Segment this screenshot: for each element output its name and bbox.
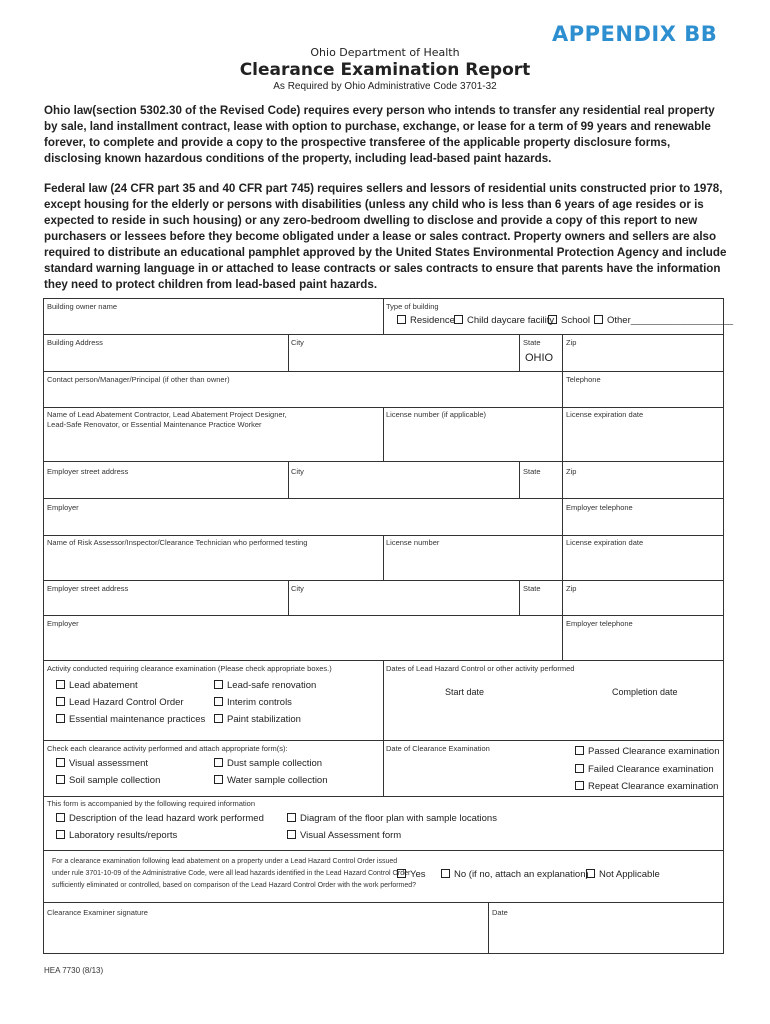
building-type-other[interactable]: Other_______________________: [594, 315, 733, 326]
telephone-label: Telephone: [566, 375, 601, 384]
checkbox-icon[interactable]: [397, 869, 406, 878]
check-each-label: Check each clearance activity performed and attach appropriate form(s):: [47, 744, 288, 753]
col-divider: [562, 334, 563, 371]
clearance-soil-sample[interactable]: Soil sample collection: [56, 775, 160, 786]
result-passed[interactable]: Passed Clearance examination: [575, 746, 720, 757]
date-of-clearance-label: Date of Clearance Examination: [386, 744, 490, 753]
checkbox-icon[interactable]: [214, 775, 223, 784]
activity-essential-maintenance[interactable]: Essential maintenance practices: [56, 714, 205, 725]
col-divider: [383, 298, 384, 334]
checkbox-icon[interactable]: [594, 315, 603, 324]
activity-lead-safe-renovation[interactable]: Lead-safe renovation: [214, 680, 316, 691]
employer-label: Employer: [47, 619, 79, 628]
activity-interim-controls[interactable]: Interim controls: [214, 697, 292, 708]
assessor-name-label: Name of Risk Assessor/Inspector/Clearance Technician who performed testing: [47, 538, 308, 547]
accompanied-visual-assessment-form[interactable]: Visual Assessment form: [287, 830, 401, 841]
city-label: City: [291, 338, 304, 347]
checkbox-icon[interactable]: [287, 813, 296, 822]
employer-street-address-label: Employer street address: [47, 584, 129, 593]
col-divider: [519, 580, 520, 615]
col-divider: [519, 334, 520, 371]
checkbox-icon[interactable]: [214, 680, 223, 689]
checkbox-icon[interactable]: [214, 714, 223, 723]
checkbox-icon[interactable]: [214, 758, 223, 767]
col-divider: [562, 615, 563, 660]
federal-law-paragraph: Federal law (24 CFR part 35 and 40 CFR part 745) requires sellers and lessors of residential units constructed prior to 1978, except housing for the elderly or persons with disabilities (unless any child who is less than 6 years of age resides or is expected to reside in such housing) or any zero-bedroom dwelling to disclose and provide a copy of this report to new purchasers or lessees before they become obligated under a lease or sales contract. Property owners and sellers are also required to distribute an educational pamphlet approved by the United States Environmental Protection Agency and include standard warning language in or attached to lease contracts or sales contracts to ensure that parents have the information they need to protect children from lead-based paint hazards.: [44, 182, 727, 291]
col-divider: [562, 535, 563, 580]
type-of-building-label: Type of building: [386, 302, 439, 311]
activity-lead-hazard-control-order[interactable]: Lead Hazard Control Order: [56, 697, 184, 708]
dates-label: Dates of Lead Hazard Control or other activity performed: [386, 664, 575, 673]
state-label: State: [523, 584, 541, 593]
contractor-name-label-line2: Lead-Safe Renovator, or Essential Maintenance Practice Worker: [47, 420, 262, 429]
license-expiration-label: License expiration date: [566, 410, 644, 419]
row-divider: [43, 850, 724, 851]
building-address-label: Building Address: [47, 338, 103, 347]
employer-street-address-label: Employer street address: [47, 467, 129, 476]
contractor-name-label-line1: Name of Lead Abatement Contractor, Lead Abatement Project Designer,: [47, 410, 287, 419]
row-divider: [43, 796, 724, 797]
checkbox-icon[interactable]: [56, 830, 65, 839]
row-divider: [43, 371, 724, 372]
col-divider: [383, 660, 384, 796]
activity-label: Activity conducted requiring clearance examination (Please check appropriate boxes.): [47, 664, 332, 673]
examiner-signature-label: Clearance Examiner signature: [47, 908, 148, 917]
checkbox-icon[interactable]: [56, 714, 65, 723]
checkbox-icon[interactable]: [56, 758, 65, 767]
col-divider: [519, 461, 520, 498]
col-divider: [562, 498, 563, 535]
start-date-label: Start date: [445, 687, 485, 697]
accompanied-diagram[interactable]: Diagram of the floor plan with sample locations: [287, 813, 497, 824]
col-divider: [562, 461, 563, 498]
contact-person-label: Contact person/Manager/Principal (if other than owner): [47, 375, 230, 384]
other-blank-line[interactable]: _______________________: [630, 316, 734, 325]
col-divider: [383, 535, 384, 580]
row-divider: [43, 902, 724, 903]
row-divider: [43, 580, 724, 581]
form-number: HEA 7730 (8/13): [44, 966, 104, 975]
zip-label: Zip: [566, 467, 577, 476]
city-label: City: [291, 467, 304, 476]
checkbox-icon[interactable]: [56, 813, 65, 822]
checkbox-icon[interactable]: [548, 315, 557, 324]
accompanied-lab-results[interactable]: Laboratory results/reports: [56, 830, 177, 841]
checkbox-icon[interactable]: [56, 697, 65, 706]
checkbox-icon[interactable]: [397, 315, 406, 324]
checkbox-icon[interactable]: [575, 781, 584, 790]
employer-telephone-label: Employer telephone: [566, 503, 633, 512]
checkbox-icon[interactable]: [575, 764, 584, 773]
employer-telephone-label: Employer telephone: [566, 619, 633, 628]
date-label: Date: [492, 908, 508, 917]
checkbox-icon[interactable]: [214, 697, 223, 706]
license-expiration-label: License expiration date: [566, 538, 644, 547]
order-question-line2: under rule 3701-10-09 of the Administrative Code, were all lead hazards identified in the Lead Hazard Control Order: [52, 870, 411, 877]
checkbox-icon[interactable]: [441, 869, 450, 878]
accompanied-description[interactable]: Description of the lead hazard work performed: [56, 813, 264, 824]
completion-date-label: Completion date: [612, 687, 678, 697]
building-type-daycare[interactable]: Child daycare facility: [454, 315, 554, 326]
col-divider: [562, 371, 563, 407]
agency-name: Ohio Department of Health: [310, 46, 460, 59]
checkbox-icon[interactable]: [56, 775, 65, 784]
checkbox-icon[interactable]: [454, 315, 463, 324]
row-divider: [43, 334, 724, 335]
checkbox-icon[interactable]: [287, 830, 296, 839]
clearance-water-sample[interactable]: Water sample collection: [214, 775, 328, 786]
activity-lead-abatement[interactable]: Lead abatement: [56, 680, 138, 691]
page-title: Clearance Examination Report: [239, 60, 531, 80]
zip-label: Zip: [566, 584, 577, 593]
clearance-dust-sample[interactable]: Dust sample collection: [214, 758, 322, 769]
checkbox-icon[interactable]: [575, 746, 584, 755]
building-owner-name-label: Building owner name: [47, 302, 118, 311]
row-divider: [43, 498, 724, 499]
license-number-label: License number: [386, 538, 440, 547]
zip-label: Zip: [566, 338, 577, 347]
state-label: State: [523, 338, 541, 347]
activity-paint-stabilization[interactable]: Paint stabilization: [214, 714, 301, 725]
order-question-line1: For a clearance examination following lead abatement on a property under a Lead Hazard Control Order issued: [52, 858, 398, 865]
col-divider: [562, 580, 563, 615]
answer-no[interactable]: No (if no, attach an explanation): [441, 869, 589, 880]
accompanied-label: This form is accompanied by the following required information: [47, 799, 256, 808]
building-type-residence[interactable]: Residence: [397, 315, 455, 326]
col-divider: [562, 407, 563, 461]
license-number-applicable-label: License number (if applicable): [386, 410, 487, 419]
city-label: City: [291, 584, 304, 593]
appendix-label: APPENDIX BB: [552, 22, 718, 46]
col-divider: [488, 902, 489, 954]
building-type-school[interactable]: School: [548, 315, 590, 326]
page-subtitle: As Required by Ohio Administrative Code 3701-32: [273, 81, 497, 92]
result-repeat[interactable]: Repeat Clearance examination: [575, 781, 718, 792]
checkbox-icon[interactable]: [56, 680, 65, 689]
state-value[interactable]: OHIO: [525, 352, 554, 364]
row-divider: [43, 461, 724, 462]
result-failed[interactable]: Failed Clearance examination: [575, 764, 714, 775]
answer-yes[interactable]: Yes: [397, 869, 426, 880]
employer-label: Employer: [47, 503, 79, 512]
col-divider: [383, 407, 384, 461]
answer-not-applicable[interactable]: Not Applicable: [586, 869, 660, 880]
checkbox-icon[interactable]: [586, 869, 595, 878]
row-divider: [43, 615, 724, 616]
col-divider: [288, 461, 289, 498]
col-divider: [288, 580, 289, 615]
order-question-line3: sufficiently eliminated or controlled, based on comparison of the Lead Hazard Control Order with the work performed?: [52, 882, 417, 889]
state-label: State: [523, 467, 541, 476]
clearance-visual-assessment[interactable]: Visual assessment: [56, 758, 148, 769]
ohio-law-paragraph: Ohio law(section 5302.30 of the Revised Code) requires every person who intends to transfer any residential real property by sale, land installment contract, lease with option to purchase, exchange, or lease for a term of 99 years and renewable forever, to complete and provide a copy to the prospective transferee of the applicable property disclosure forms, disclosing known hazardous conditions of the property, including lead-based paint hazards.: [44, 104, 715, 165]
col-divider: [288, 334, 289, 371]
